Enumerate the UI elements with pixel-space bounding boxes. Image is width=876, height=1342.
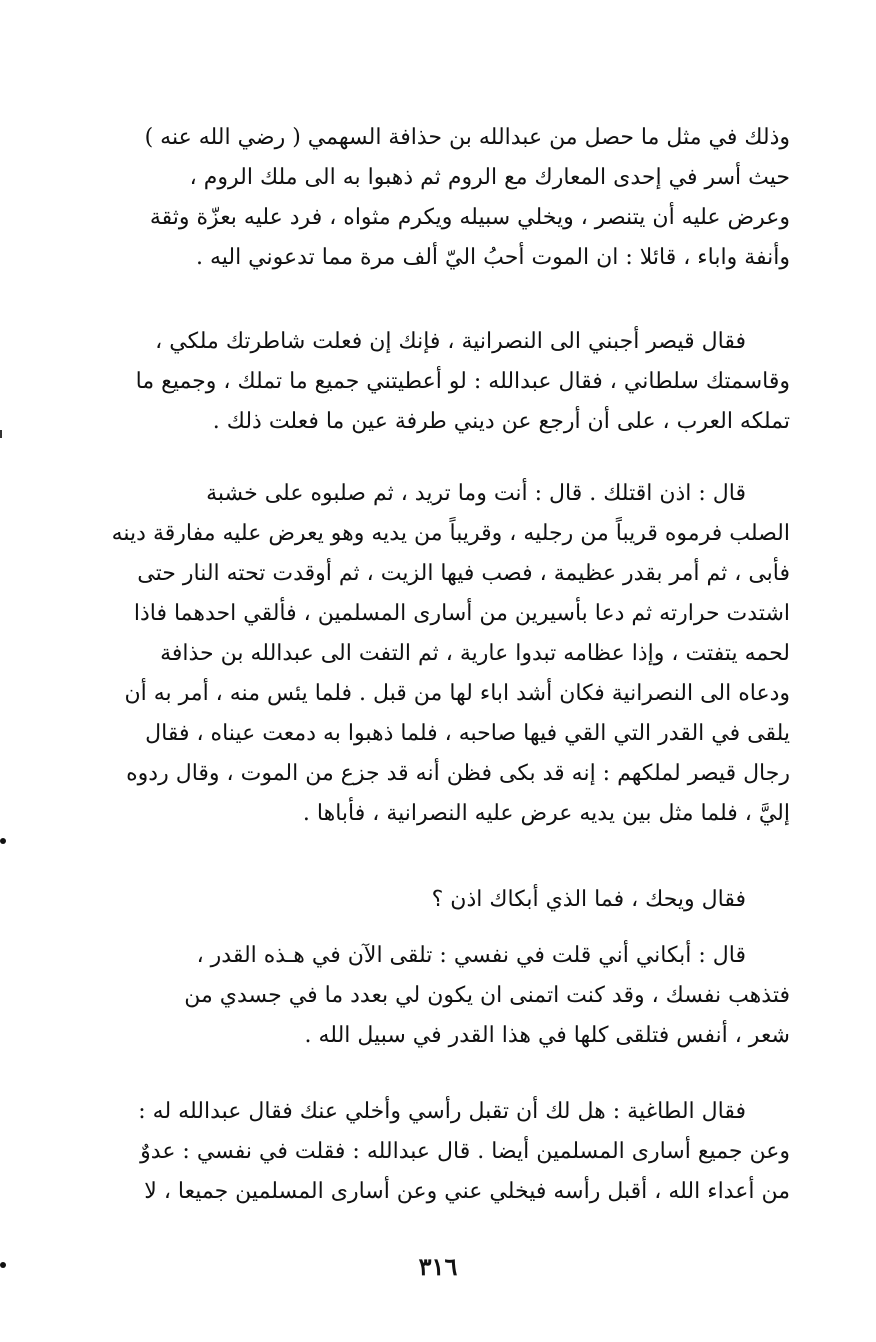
text-line: وقاسمتك سلطاني ، فقال عبدالله : لو أعطيتني جميع ما تملك ، وجميع ما [135, 369, 790, 394]
text-line: إليَّ ، فلما مثل بين يديه عرض عليه النصرانية ، فأباها . [302, 801, 790, 826]
text-line: وذلك في مثل ما حصل من عبدالله بن حذافة السهمي ( رضي الله عنه ) [144, 125, 790, 150]
paragraph-2 [72, 322, 790, 442]
text-line: فقال ويحك ، فما الذي أبكاك اذن ؟ [431, 887, 746, 912]
text-line: اشتدت حرارته ثم دعا بأسيرين من أسارى المسلمين ، فألقي احدهما فاذا [133, 601, 790, 626]
text-line: فتذهب نفسك ، وقد كنت اتمنى ان يكون لي بعدد ما في جسدي من [184, 983, 790, 1008]
paragraph-5 [72, 936, 790, 1056]
scan-edge-mark [0, 430, 2, 438]
page-number: ٣١٦ [418, 1252, 458, 1281]
text-line: لحمه يتفتت ، وإذا عظامه تبدوا عارية ، ثم التفت الى عبدالله بن حذافة [160, 641, 790, 666]
text-line: يلقى في القدر التي القي فيها صاحبه ، فلما ذهبوا به دمعت عيناه ، فقال [145, 721, 790, 746]
paragraph-6 [72, 1092, 790, 1212]
text-line: فأبى ، ثم أمر بقدر عظيمة ، فصب فيها الزيت ، ثم أوقدت تحته النار حتى [137, 561, 790, 586]
text-line: تملكه العرب ، على أن أرجع عن ديني طرفة عين ما فعلت ذلك . [212, 409, 790, 434]
text-line: ودعاه الى النصرانية فكان أشد اباء لها من قبل . فلما يئس منه ، أمر به أن [124, 681, 790, 706]
text-line: وأنفة واباء ، قائلا : ان الموت أحبُ اليّ ألف مرة مما تدعوني اليه . [195, 245, 790, 270]
text-line: شعر ، أنفس فتلقى كلها في هذا القدر في سبيل الله . [304, 1023, 790, 1048]
paragraph-3 [72, 474, 790, 834]
scan-speck [0, 838, 6, 844]
text-line: قال : اذن اقتلك . قال : أنت وما تريد ، ثم صلبوه على خشبة [206, 481, 746, 506]
text-line: فقال قيصر أجبني الى النصرانية ، فإنك إن فعلت شاطرتك ملكي ، [155, 329, 746, 354]
text-line: قال : أبكاني أني قلت في نفسي : تلقى الآن في هـذه القدر ، [196, 943, 746, 968]
text-line: وعرض عليه أن يتنصر ، ويخلي سبيله ويكرم مثواه ، فرد عليه بعزّة وثقة [149, 205, 790, 230]
scan-speck [0, 1262, 6, 1268]
text-line: رجال قيصر لملكهم : إنه قد بكى فظن أنه قد جزع من الموت ، وقال ردوه [126, 761, 790, 786]
text-line: فقال الطاغية : هل لك أن تقبل رأسي وأخلي عنك فقال عبدالله له : [138, 1099, 746, 1124]
text-line: الصلب فرموه قريباً من رجليه ، وقريباً من يديه وهو يعرض عليه مفارقة دينه [111, 521, 790, 546]
text-line: حيث أسر في إحدى المعارك مع الروم ثم ذهبوا به الى ملك الروم ، [189, 165, 790, 190]
text-line: وعن جميع أسارى المسلمين أيضا . قال عبدالله : فقلت في نفسي : عدوٌ [140, 1139, 790, 1164]
text-line: من أعداء الله ، أقبل رأسه فيخلي عني وعن أسارى المسلمين جميعا ، لا [144, 1179, 790, 1204]
paragraph-1 [72, 118, 790, 278]
paragraph-4 [72, 880, 790, 920]
